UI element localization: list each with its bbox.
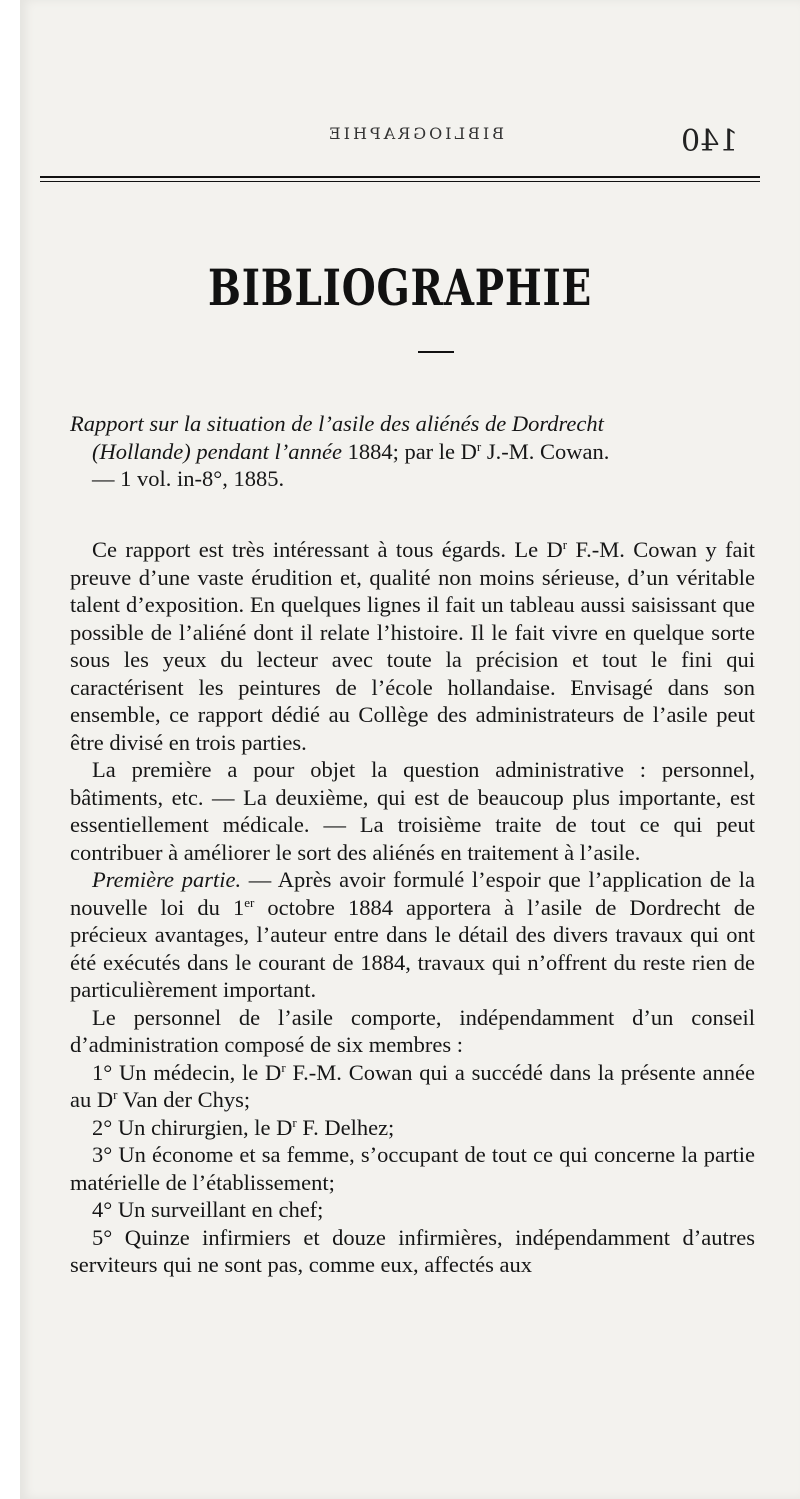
paragraph-3-label: Première partie.	[92, 867, 242, 892]
paragraph-3-sup: er	[244, 894, 255, 910]
list-item-3: 3° Un économe et sa femme, s’occupant de tout ce qui concerne la partie matérielle de l’établissement;	[70, 1142, 755, 1195]
list-item-2-sup: r	[292, 1114, 297, 1130]
page-number: 140	[680, 124, 738, 159]
page-header	[60, 110, 770, 170]
paragraph-1-text: Ce rapport est très intéressant à tous égards. Le D	[92, 537, 563, 562]
paragraph-2: La première a pour objet la question administrative : personnel, bâtiments, etc. — La deuxième, qui est de beaucoup plus importante, est essentiellement médicale. — La troisième traite de tout ce qui peut contribuer à améliorer le sort des aliénés en traitement à l’asile.	[70, 757, 755, 865]
citation-continuation	[70, 438, 755, 493]
paragraph-1-sup: r	[562, 537, 568, 552]
paragraph-3-text-b: octobre 1884 apportera à l’asile de Dordrecht de précieux avantages, l’auteur entre dans le détail des divers travaux qui ont été exécutés dans le courant de 1884, travaux qui n’offrent du reste rien de particulièrement important.	[70, 894, 755, 1002]
list-item-1-sup: r	[281, 1059, 286, 1075]
paragraph-3	[70, 866, 755, 1004]
title-underline	[418, 351, 454, 353]
paragraph-1	[70, 536, 755, 756]
paragraph-1-rest: F.-M. Cowan y fait preuve d’une vaste érudition et, qualité non moins sérieuse, d’un véritable talent d’exposition. En quelques lignes il fait un tableau aussi saisissant que possible de l’aliéné dont il relate l’histoire. Il le fait vivre en quelque sorte sous les yeux du lecteur avec toute la précision et tout le fini qui caractérisent les peintures de l’école hollandaise. Envisagé dans son ensemble, ce rapport dédié au Collège des administrateurs de l’asile peut être divisé en trois parties.	[70, 537, 755, 755]
citation-place: (Hollande) pendant l’année	[92, 438, 342, 464]
list-item-2-b: F. Delhez;	[296, 1114, 395, 1140]
citation-author: J.-M. Cowan.	[481, 438, 610, 464]
citation-details: — 1 vol. in-8°, 1885.	[92, 466, 285, 491]
running-head: BIBLIOGRAPHIE	[326, 124, 504, 143]
list-item-1-a: 1° Un médecin, le D	[92, 1059, 282, 1085]
paragraph-4: Le personnel de l’asile comporte, indépendamment d’un conseil d’administration composé de six membres :	[70, 1004, 755, 1057]
list-item-2	[70, 1114, 755, 1142]
list-item-2-a: 2° Un chirurgien, le D	[92, 1114, 293, 1140]
list-item-1-sup2: r	[113, 1087, 118, 1102]
book-page	[20, 0, 800, 1499]
citation-year: 1884; par le D	[341, 438, 477, 464]
list-item-1-b: F.-M. Cowan qui a succédé dans la présente année au D	[70, 1059, 755, 1112]
list-item-5: 5° Quinze infirmiers et douze infirmières, indépendamment d’autres serviteurs qui ne sont pas, comme eux, affectés aux	[70, 1224, 755, 1277]
list-item-1	[70, 1059, 755, 1114]
list-item-1-c: Van der Chys;	[117, 1087, 251, 1112]
paragraph-3-text-a: — Après avoir formulé l’espoir que l’application de la nouvelle loi du 1	[70, 867, 755, 920]
book-citation	[70, 410, 755, 493]
header-rule-thin	[40, 181, 760, 182]
header-rule-thick	[40, 176, 760, 178]
article-body	[70, 536, 755, 1279]
section-title: BIBLIOGRAPHIE	[207, 258, 593, 317]
list-item-4: 4° Un surveillant en chef;	[92, 1197, 324, 1222]
citation-sup: r	[476, 438, 482, 454]
citation-title: Rapport sur la situation de l’asile des aliénés de Dordrecht	[70, 411, 604, 436]
